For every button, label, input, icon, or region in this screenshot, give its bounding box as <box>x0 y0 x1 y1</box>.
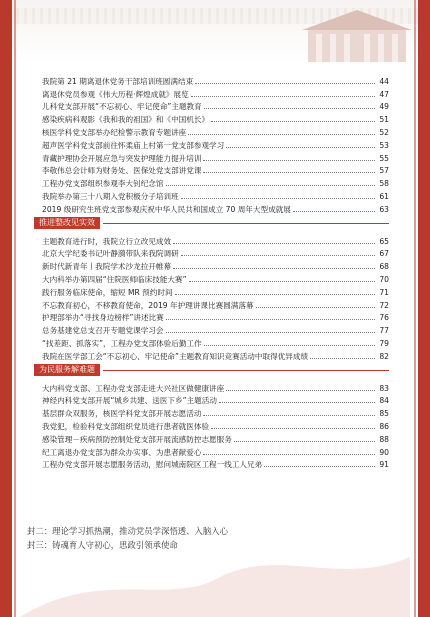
left-red-border <box>0 0 12 617</box>
toc-leader-dots <box>226 390 375 391</box>
toc-entry-page: 77 <box>379 326 389 336</box>
toc-entry[interactable] <box>42 393 389 406</box>
toc-leader-dots <box>219 402 375 403</box>
toc-entry-page: 58 <box>379 179 389 189</box>
toc-entry-page: 91 <box>379 460 389 470</box>
toc-leader-dots <box>226 147 375 148</box>
toc-entry[interactable] <box>42 271 389 284</box>
toc-entry[interactable] <box>42 310 389 323</box>
toc-entry-page: 63 <box>379 204 389 214</box>
toc-entry[interactable] <box>42 233 389 246</box>
toc-leader-dots <box>195 83 375 84</box>
toc-leader-dots <box>173 243 375 244</box>
toc-entry-page: 72 <box>379 300 389 310</box>
header-band <box>0 0 430 62</box>
toc-entry-page: 79 <box>379 338 389 348</box>
toc-entry-page: 67 <box>379 249 389 259</box>
toc-leader-dots <box>211 121 375 122</box>
toc-entry-title: 大内科党支部、工程办党支部走进大兴社区做健康讲座 <box>42 383 225 393</box>
toc-entry-page: 82 <box>379 351 389 361</box>
section-rule <box>103 223 389 224</box>
toc-entry-page: 65 <box>379 236 389 246</box>
toc-entry-page: 90 <box>379 447 389 457</box>
toc-entry-page: 47 <box>379 89 389 99</box>
toc-leader-dots <box>203 160 375 161</box>
toc-entry[interactable] <box>42 444 389 457</box>
toc-entry-page: 71 <box>379 287 389 297</box>
section-label: 推进整改见实效 <box>34 217 100 229</box>
toc-entry[interactable] <box>42 431 389 444</box>
toc-entry-page: 49 <box>379 102 389 112</box>
toc-entry[interactable] <box>42 297 389 310</box>
toc-entry[interactable] <box>42 348 389 361</box>
toc-entry[interactable] <box>42 258 389 271</box>
toc-entry-title: 我党犯，检验科党支部组织党员进行患者就医体验 <box>42 421 210 431</box>
toc-entry[interactable] <box>42 163 389 176</box>
toc-leader-dots <box>293 211 375 212</box>
toc-leader-dots <box>166 332 376 333</box>
toc-entry-title: 感染疾病科观影《我和我的祖国》和《中国机长》 <box>42 115 210 125</box>
section-label: 为民服务解难题 <box>34 364 100 376</box>
toc-entry-page: 76 <box>379 313 389 323</box>
toc-leader-dots <box>166 319 375 320</box>
cover-3-note: 封三：铸魂育人守初心，思政引领承使命 <box>27 540 178 550</box>
toc-entry-title: 李敬伟总会计师为财务处、医保处党支部讲党课 <box>42 166 202 176</box>
toc-leader-dots <box>191 96 375 97</box>
toc-part-3 <box>42 380 389 470</box>
toc-entry[interactable] <box>42 73 389 86</box>
toc-leader-dots <box>181 255 375 256</box>
toc-entry-title: 北京大学纪委书记叶静漪带队来我院调研 <box>42 249 179 259</box>
toc-entry[interactable] <box>42 137 389 150</box>
toc-entry-title: 超声医学科党支部前往怀柔庙上村第一党支部参观学习 <box>42 140 225 150</box>
toc-entry-title: 感染管理－疾病预防控制处党支部开展流感防控志愿服务 <box>42 434 232 444</box>
toc-entry[interactable] <box>42 322 389 335</box>
toc-entry-title: 儿科党支部开展“不忘初心、牢记使命”主题教育 <box>42 102 202 112</box>
toc-leader-dots <box>188 134 375 135</box>
toc-entry-page: 51 <box>379 115 389 125</box>
toc-entry[interactable] <box>42 188 389 201</box>
toc-entry-title: 离退休党员参观《伟大历程·辉煌成就》展览 <box>42 89 189 99</box>
toc-entry[interactable] <box>42 284 389 297</box>
toc-entry-page: 83 <box>379 383 389 393</box>
section-header-3 <box>34 364 389 377</box>
toc-entry-title: 不忘教育初心，不移教育使命，2019 年护理讲课比赛圆满落幕 <box>42 300 254 310</box>
toc-entry[interactable] <box>42 150 389 163</box>
toc-leader-dots <box>204 108 375 109</box>
toc-leader-dots <box>203 172 375 173</box>
toc-entry-page: 44 <box>379 76 389 86</box>
toc-entry-title: 总务基建党总支召开专题党课学习会 <box>42 326 164 336</box>
table-of-contents <box>39 73 389 470</box>
toc-entry-page: 52 <box>379 127 389 137</box>
toc-entry-page: 53 <box>379 140 389 150</box>
toc-entry[interactable] <box>42 335 389 348</box>
toc-entry-title: 基层群众双服务，核医学科党支部开展志愿活动 <box>42 409 202 419</box>
toc-part-2 <box>42 233 389 361</box>
toc-leader-dots <box>204 345 375 346</box>
right-red-border <box>418 0 430 617</box>
toc-entry[interactable] <box>42 86 389 99</box>
bottom-decoration <box>20 547 410 617</box>
toc-entry-title: 护理部举办“寻找身边榜样”讲述比赛 <box>42 313 164 323</box>
toc-entry-title: 工程办党支部开展志愿服务活动，慰问城南院区工程一线工人兄弟 <box>42 460 263 470</box>
toc-entry-title: “找差距、抓落实”，工程办党支部体验后勤工作 <box>42 338 202 348</box>
section-header-2 <box>34 217 389 230</box>
toc-entry-page: 86 <box>379 421 389 431</box>
toc-leader-dots <box>203 454 375 455</box>
toc-leader-dots <box>211 428 375 429</box>
toc-part-1 <box>42 73 389 214</box>
toc-entry-title: 践行服务临床使命，缩短 MR 预约时间 <box>42 287 173 297</box>
cover-notes <box>27 524 228 552</box>
toc-entry[interactable] <box>42 246 389 259</box>
toc-entry-title: 我院第 21 期离退休党务干部培训班圆满结束 <box>42 76 194 86</box>
toc-entry-title: 工程办党支部组织参观李大钊纪念馆 <box>42 179 164 189</box>
toc-entry-page: 61 <box>379 191 389 201</box>
toc-entry-page: 68 <box>379 262 389 272</box>
section-rule <box>103 370 389 371</box>
toc-entry-title: 我院举办第三十八期入党积极分子培训班 <box>42 191 179 201</box>
toc-leader-dots <box>175 294 375 295</box>
toc-entry-title: 核医学科党支部举办纪检警示教育专题讲座 <box>42 127 187 137</box>
toc-entry-title: 大内科举办第四届“住院医师临床技能大赛” <box>42 274 187 284</box>
toc-entry[interactable] <box>42 457 389 470</box>
toc-leader-dots <box>166 185 376 186</box>
toc-entry-title: 青藏护理协会开展应急与突发护理能力提升培训 <box>42 153 202 163</box>
toc-entry-page: 57 <box>379 166 389 176</box>
toc-entry-title: 新时代新青年丨我院学术沙龙拉开帷幕 <box>42 262 172 272</box>
toc-entry-title: 神经内科党支部开展“城乡共建、送医下乡”主题活动 <box>42 396 217 406</box>
toc-leader-dots <box>189 281 375 282</box>
toc-entry-page: 70 <box>379 274 389 284</box>
toc-entry-page: 88 <box>379 434 389 444</box>
toc-entry[interactable] <box>42 111 389 124</box>
toc-entry-title: 主题教育进行时，我院立行立改见成效 <box>42 236 172 246</box>
building-illustration <box>302 6 412 62</box>
toc-leader-dots <box>173 268 375 269</box>
toc-entry-title: 2019 级研究生班党支部参观庆祝中华人民共和国成立 70 周年大型成就展 <box>42 204 291 214</box>
toc-entry[interactable] <box>42 405 389 418</box>
toc-entry[interactable] <box>42 175 389 188</box>
toc-leader-dots <box>234 441 375 442</box>
toc-entry[interactable] <box>42 124 389 137</box>
toc-leader-dots <box>203 415 375 416</box>
toc-leader-dots <box>310 358 375 359</box>
toc-leader-dots <box>256 307 375 308</box>
toc-entry-page: 84 <box>379 396 389 406</box>
toc-leader-dots <box>264 466 375 467</box>
cover-2-note: 封二：理论学习抓热潮，推动党员学深悟透、入脑入心 <box>27 526 228 536</box>
toc-entry[interactable] <box>42 99 389 112</box>
toc-entry-title: 纪工离退办党支部为群众办实事、为患者献爱心 <box>42 447 202 457</box>
toc-entry[interactable] <box>42 380 389 393</box>
toc-entry[interactable] <box>42 418 389 431</box>
toc-entry-page: 85 <box>379 409 389 419</box>
toc-entry-page: 55 <box>379 153 389 163</box>
toc-entry[interactable] <box>42 201 389 214</box>
toc-leader-dots <box>181 198 375 199</box>
toc-entry-title: 我院在医学部工会“不忘初心、牢记使命”主题教育知识竞赛活动中取得优异成绩 <box>42 351 309 361</box>
